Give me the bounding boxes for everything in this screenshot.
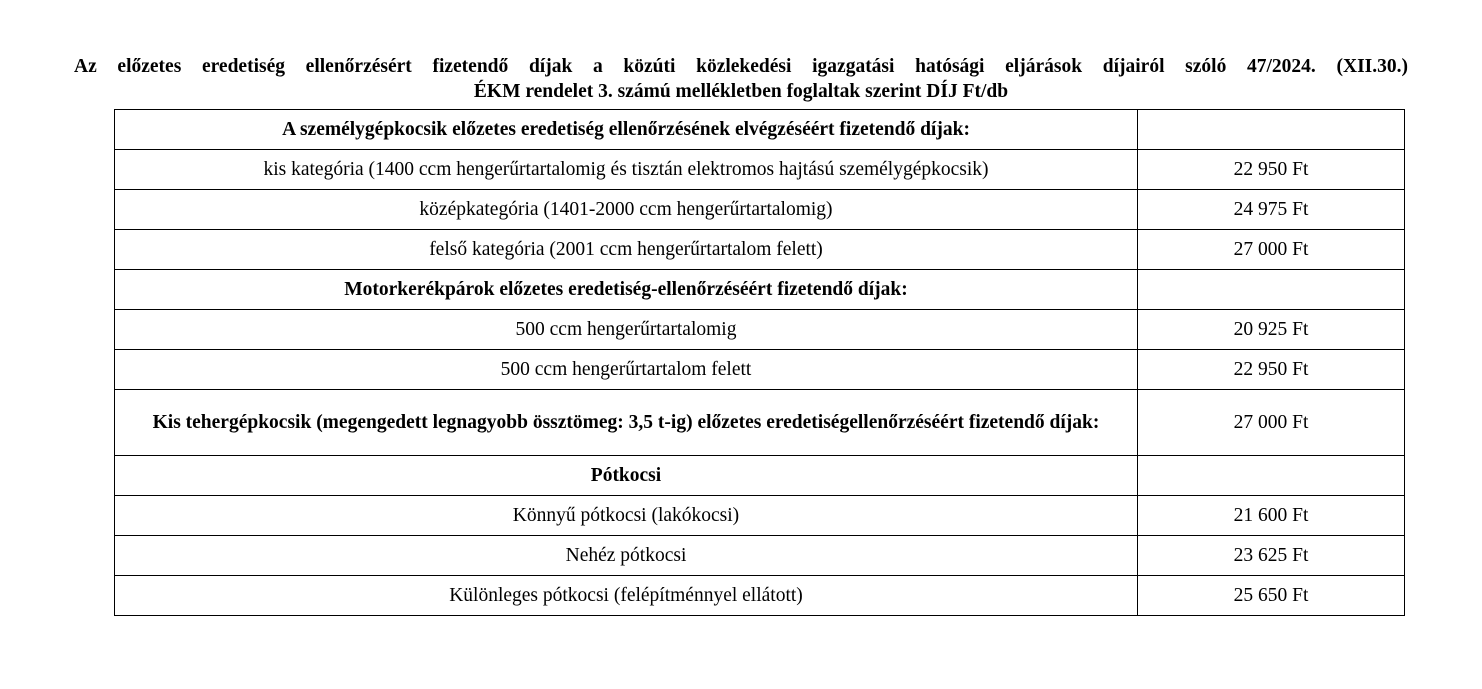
- table-item-label: 500 ccm hengerűrtartalom felett: [115, 350, 1138, 390]
- table-amount-cell: 27 000 Ft: [1138, 230, 1405, 270]
- table-section-label: A személygépkocsik előzetes eredetiség ellenőrzésének elvégzéséért fizetendő díjak:: [115, 110, 1138, 150]
- table-item-label: Könnyű pótkocsi (lakókocsi): [115, 496, 1138, 536]
- table-section-label: Pótkocsi: [115, 456, 1138, 496]
- table-amount-cell: 21 600 Ft: [1138, 496, 1405, 536]
- table-amount-cell: 20 925 Ft: [1138, 310, 1405, 350]
- table-row: [115, 230, 1405, 270]
- table-row: [115, 270, 1405, 310]
- table-row: [115, 350, 1405, 390]
- table-amount-cell: 25 650 Ft: [1138, 576, 1405, 616]
- table-item-label: 500 ccm hengerűrtartalomig: [115, 310, 1138, 350]
- table-item-label: Különleges pótkocsi (felépítménnyel ellátott): [115, 576, 1138, 616]
- fee-table: [114, 109, 1405, 616]
- table-row: [115, 576, 1405, 616]
- table-row: [115, 456, 1405, 496]
- table-amount-cell: 23 625 Ft: [1138, 536, 1405, 576]
- table-amount-cell: [1138, 456, 1405, 496]
- table-amount-cell: [1138, 270, 1405, 310]
- table-row: [115, 496, 1405, 536]
- fee-table-body: [115, 110, 1405, 616]
- table-amount-cell: 22 950 Ft: [1138, 350, 1405, 390]
- page-title-line-1: Az előzetes eredetiség ellenőrzésért fizetendő díjak a közúti közlekedési igazgatási hatósági eljárások díjairól szóló 47/2024. (XII.30.): [74, 56, 1408, 77]
- table-item-label: Nehéz pótkocsi: [115, 536, 1138, 576]
- table-row: [115, 190, 1405, 230]
- table-amount-cell: [1138, 110, 1405, 150]
- table-amount-cell: 22 950 Ft: [1138, 150, 1405, 190]
- table-row: [115, 150, 1405, 190]
- table-section-label: Kis tehergépkocsik (megengedett legnagyobb össztömeg: 3,5 t-ig) előzetes eredetiségellenőrzéséért fizetendő díjak:: [115, 390, 1138, 456]
- table-row: [115, 536, 1405, 576]
- page-title-line-2: ÉKM rendelet 3. számú mellékletben foglaltak szerint DÍJ Ft/db: [473, 81, 1009, 102]
- table-row: [115, 110, 1405, 150]
- table-item-label: kis kategória (1400 ccm hengerűrtartalomig és tisztán elektromos hajtású személygépkocsik): [115, 150, 1138, 190]
- table-row: [115, 310, 1405, 350]
- table-item-label: középkategória (1401-2000 ccm hengerűrtartalomig): [115, 190, 1138, 230]
- table-item-label: felső kategória (2001 ccm hengerűrtartalom felett): [115, 230, 1138, 270]
- table-row: [115, 390, 1405, 456]
- table-amount-cell: 24 975 Ft: [1138, 190, 1405, 230]
- table-amount-cell: 27 000 Ft: [1138, 390, 1405, 456]
- page-title: [74, 54, 1408, 104]
- table-section-label: Motorkerékpárok előzetes eredetiség-ellenőrzéséért fizetendő díjak:: [115, 270, 1138, 310]
